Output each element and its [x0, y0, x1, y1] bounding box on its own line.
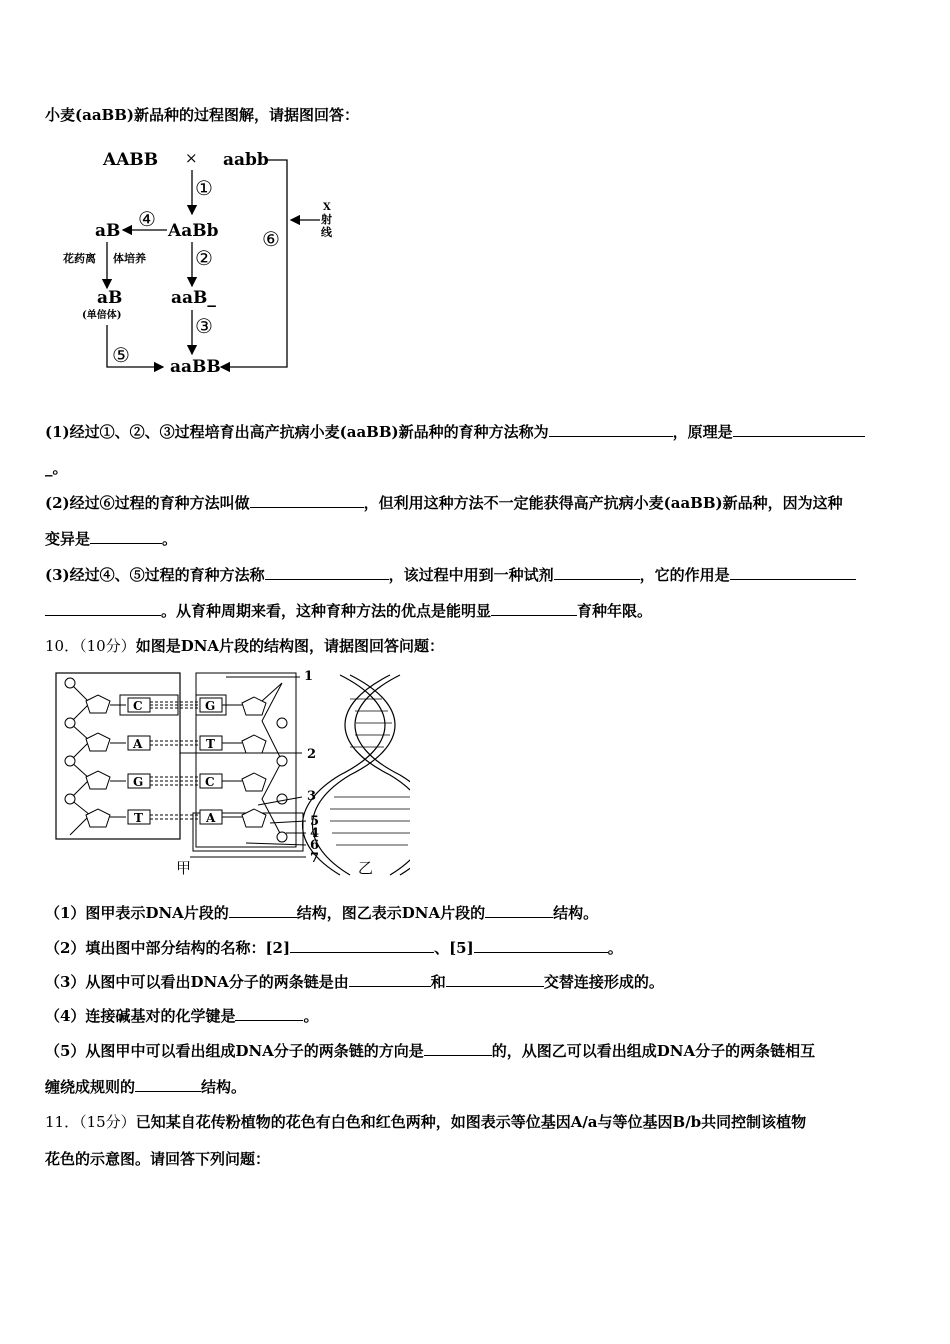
answer-blank[interactable] [290, 938, 434, 953]
answer-blank[interactable] [446, 972, 544, 987]
answer-blank[interactable] [730, 565, 856, 580]
parent-aabb-dominant: AABB [103, 150, 159, 170]
q11-text: 11．（15分）已知某自花传粉植物的花色有白色和红色两种，如图表示等位基因A/a与等位基因B/b共同控制该植物 [45, 1113, 807, 1131]
anther-culture-label-1: 花药离 [63, 252, 96, 265]
question-number: 10．（10分） [45, 637, 136, 655]
answer-blank[interactable] [349, 972, 431, 987]
step-6-marker: ⑥ [262, 227, 280, 251]
answer-blank[interactable] [135, 1077, 201, 1092]
base-left-1: C [133, 699, 143, 713]
answer-blank[interactable] [485, 903, 553, 918]
label-6: 6 [310, 838, 320, 853]
q9-part3-cont: 。从育种周期来看，这种育种方法的优点是能明显 育种年限。 [45, 600, 652, 621]
answer-blank[interactable] [491, 601, 577, 616]
breeding-diagram [55, 140, 355, 385]
parent-aabb-recessive: aabb [223, 150, 269, 170]
label-4: 4 [310, 826, 320, 841]
step-5-marker: ⑤ [112, 343, 130, 367]
label-5: 5 [310, 814, 320, 829]
q10-part5: （5）从图甲中可以看出组成DNA分子的两条链的方向是 的，从图乙可以看出组成DNA分子的两条链相互 [45, 1042, 816, 1060]
base-left-4: T [134, 811, 143, 825]
base-left-2: A [133, 737, 143, 751]
dna-structure-diagram [50, 665, 410, 880]
q9-part2: (2)经过⑥过程的育种方法叫做 ，但利用这种方法不一定能获得高产抗病小麦(aaBB)新品种，因为这种 [45, 494, 843, 512]
aab-intermediate: aaB_ [171, 288, 216, 308]
label-7: 7 [310, 851, 320, 866]
gamete-ab: aB [95, 221, 121, 241]
answer-blank[interactable] [474, 938, 608, 953]
xray-label-3: 线 [321, 226, 332, 239]
step-3-marker: ③ [195, 314, 213, 338]
answer-blank[interactable] [235, 1006, 303, 1021]
label-2: 2 [307, 747, 317, 762]
q9-part2-cont: 变异是 。 [45, 530, 178, 548]
q10-part4: （4）连接碱基对的化学键是 。 [45, 1007, 319, 1025]
answer-blank[interactable] [250, 493, 364, 508]
base-right-2: T [206, 737, 215, 751]
answer-blank[interactable] [265, 565, 389, 580]
haploid-ab: aB [97, 288, 123, 308]
base-right-1: G [205, 699, 216, 713]
answer-blank[interactable] [549, 422, 673, 437]
q9-part3: (3)经过④、⑤过程的育种方法称 ，该过程中用到一种试剂 ，它的作用是 [45, 564, 856, 585]
cross-symbol: × [185, 149, 198, 167]
q10-part3: （3）从图中可以看出DNA分子的两条链是由 和 交替连接形成的。 [45, 973, 664, 991]
anther-culture-label-2: 体培养 [113, 252, 146, 265]
haploid-label: (单倍体) [82, 310, 122, 321]
intro-text: 小麦(aaBB)新品种的过程图解，请据图回答： [45, 106, 359, 124]
figure-label-yi: 乙 [358, 859, 374, 877]
q10-part1: （1）图甲表示DNA片段的 结构，图乙表示DNA片段的 结构。 [45, 904, 599, 922]
base-left-3: G [133, 775, 144, 789]
xray-label-1: X [323, 202, 331, 213]
label-1: 1 [304, 669, 314, 684]
q11-text-cont: 花色的示意图。请回答下列问题： [45, 1150, 271, 1168]
answer-blank[interactable] [229, 903, 297, 918]
answer-blank[interactable] [554, 565, 640, 580]
answer-blank[interactable] [733, 422, 865, 437]
q9-part1-cont: _。 [45, 459, 68, 477]
q10-heading: 10．（10分）如图是DNA片段的结构图，请据图回答问题： [45, 637, 445, 655]
question-number: 11．（15分） [45, 1113, 136, 1131]
xray-label-2: 射 [321, 213, 332, 226]
label-3: 3 [307, 789, 317, 804]
answer-blank[interactable] [90, 529, 162, 544]
q9-part1: (1)经过①、②、③过程培育出高产抗病小麦(aaBB)新品种的育种方法称为 ，原理是 [45, 421, 865, 442]
step-4-marker: ④ [138, 207, 156, 231]
final-aabb: aaBB [170, 357, 221, 377]
q10-part2: （2）填出图中部分结构的名称：[2] 、[5] 。 [45, 939, 623, 957]
answer-blank[interactable] [45, 601, 161, 616]
q10-part5-cont: 缠绕成规则的 结构。 [45, 1078, 247, 1096]
f1-aabb: AaBb [168, 221, 219, 241]
step-1-marker: ① [195, 176, 213, 200]
answer-blank[interactable] [424, 1041, 492, 1056]
figure-label-jia: 甲 [176, 859, 192, 877]
base-right-3: C [205, 775, 215, 789]
base-right-4: A [206, 811, 216, 825]
step-2-marker: ② [195, 246, 213, 270]
